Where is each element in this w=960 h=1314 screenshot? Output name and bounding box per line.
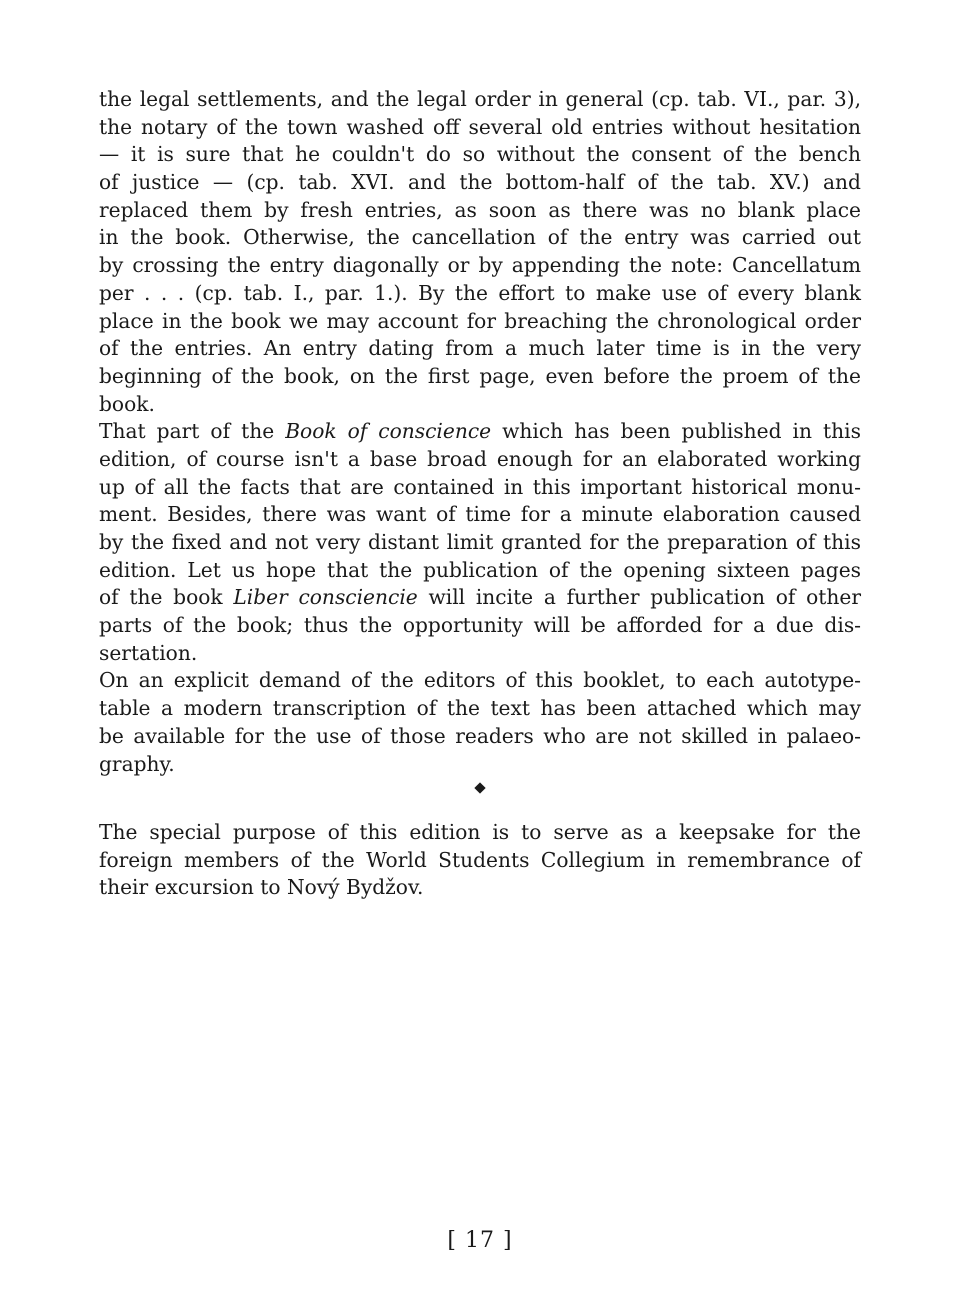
text-line: ment. Besides, there was want of time for a minute elaboration caused — [99, 502, 861, 527]
text-line: their excursion to Nový Bydžov. — [99, 875, 424, 900]
text-line: of the entries. An entry dating from a much later time is in the very — [99, 336, 861, 361]
paragraph-1 — [99, 86, 861, 418]
text-line: by the fixed and not very distant limit granted for the preparation of this — [99, 530, 861, 554]
text-line: beginning of the book, on the first page, even before the proem of the — [99, 363, 861, 388]
paragraph-2 — [99, 418, 861, 667]
section-divider-ornament — [474, 782, 485, 793]
italic-title: Liber consciencie — [233, 585, 418, 610]
text-line: book. — [99, 391, 155, 416]
text-line: in the book. Otherwise, the cancellation of the entry was carried out — [99, 225, 861, 250]
text-line: the notary of the town washed off several old entries without hesitation — [99, 114, 861, 139]
text-line: table a modern transcription of the text has been attached which may — [99, 696, 861, 721]
text-line: per . . . (cp. tab. I., par. 1.). By the effort to make use of every blank — [99, 280, 861, 305]
text-line: edition, of course isn't a base broad enough for an elaborated working — [99, 446, 861, 471]
text-line: The special purpose of this edition is to serve as a keepsake for the — [99, 820, 861, 844]
closing-paragraph — [99, 819, 861, 902]
text-line: up of all the facts that are contained in this important historical monu- — [99, 474, 861, 499]
text-line: On an explicit demand of the editors of this booklet, to each autotype- — [99, 668, 861, 693]
text-line: of justice — (cp. tab. XVI. and the bottom-half of the tab. XV.) and — [99, 170, 861, 195]
text-line: by crossing the entry diagonally or by appending the note: Cancellatum — [99, 253, 861, 278]
text-line: replaced them by fresh entries, as soon as there was no blank place — [99, 197, 861, 222]
text-line: That part of the Book of conscience which has been published in this — [99, 419, 861, 444]
text-line: sertation. — [99, 640, 198, 665]
text-line: be available for the use of those readers who are not skilled in palaeo- — [99, 723, 861, 748]
italic-title: Book of conscience — [285, 419, 492, 444]
text-line: of the book Liber consciencie will incite a further publication of other — [99, 585, 861, 610]
text-line: place in the book we may account for breaching the chronological order — [99, 308, 861, 333]
text-line: — it is sure that he couldn't do so without the consent of the bench — [99, 142, 861, 167]
text-line: foreign members of the World Students Collegium in remembrance of — [99, 847, 861, 872]
text-line: the legal settlements, and the legal order in general (cp. tab. VI., par. 3), — [99, 87, 861, 111]
page-number: [ 17 ] — [447, 1228, 513, 1253]
text-line: edition. Let us hope that the publication of the opening sixteen pages — [99, 557, 861, 582]
text-line: graphy. — [99, 751, 175, 776]
text-line: parts of the book; thus the opportunity will be afforded for a due dis- — [99, 613, 861, 638]
body-text — [99, 86, 861, 778]
paragraph-3 — [99, 667, 861, 778]
